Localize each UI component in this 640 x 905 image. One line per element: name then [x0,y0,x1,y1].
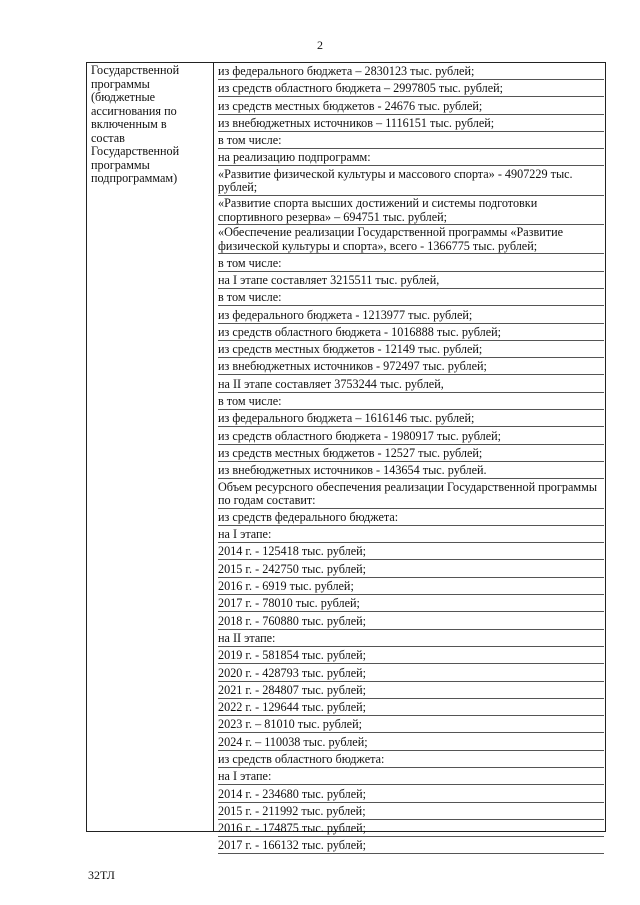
text-line: 2023 г. – 81010 тыс. рублей; [218,717,604,733]
text-line: из средств областного бюджета: [218,752,604,768]
text-line: из внебюджетных источников - 972497 тыс. рублей; [218,359,604,375]
text-line: в том числе: [218,290,604,306]
text-line: 2014 г. - 234680 тыс. рублей; [218,787,604,803]
column-divider [213,63,214,831]
text-line: на II этапе: [218,631,604,647]
text-line: 2021 г. - 284807 тыс. рублей; [218,683,604,699]
text-line: из средств местных бюджетов - 24676 тыс. рублей; [218,99,604,115]
text-line: «Развитие физической культуры и массового спорта» - 4907229 тыс. рублей; [218,168,604,196]
text-line: 2016 г. - 6919 тыс. рублей; [218,579,604,595]
text-line: 2015 г. - 242750 тыс. рублей; [218,562,604,578]
funding-details-cell [218,64,604,856]
text-line: на I этапе: [218,769,604,785]
text-line: из федерального бюджета – 2830123 тыс. рублей; [218,64,604,80]
text-line: 2018 г. - 760880 тыс. рублей; [218,614,604,630]
text-line: в том числе: [218,394,604,410]
page-number: 2 [317,38,323,52]
text-line: «Развитие спорта высших достижений и системы подготовки спортивного резерва» – 694751 тыс. рублей; [218,197,604,225]
text-line: в том числе: [218,256,604,272]
text-line: из федерального бюджета - 1213977 тыс. рублей; [218,308,604,324]
text-line: на II этапе составляет 3753244 тыс. рублей, [218,377,604,393]
text-line: 2022 г. - 129644 тыс. рублей; [218,700,604,716]
text-line: на I этапе: [218,527,604,543]
text-line: из внебюджетных источников - 143654 тыс. рублей. [218,463,604,479]
text-line: из внебюджетных источников – 1116151 тыс. рублей; [218,116,604,132]
text-line: на реализацию подпрограмм: [218,150,604,166]
text-line: из средств федерального бюджета: [218,510,604,526]
funding-table [86,62,606,853]
text-line: 2020 г. - 428793 тыс. рублей; [218,666,604,682]
text-line: «Обеспечение реализации Государственной программы «Развитие физической культуры и спорта», всего - 1366775 тыс. рублей; [218,226,604,254]
text-line: 2014 г. - 125418 тыс. рублей; [218,544,604,560]
footer-code: 32ТЛ [88,868,115,882]
text-line: 2015 г. - 211992 тыс. рублей; [218,804,604,820]
text-line: 2017 г. - 78010 тыс. рублей; [218,596,604,612]
text-line: из средств областного бюджета - 1980917 тыс. рублей; [218,429,604,445]
text-line: 2024 г. – 110038 тыс. рублей; [218,735,604,751]
text-line: Объем ресурсного обеспечения реализации Государственной программы по годам составит: [218,481,604,509]
text-line: из средств областного бюджета – 2997805 тыс. рублей; [218,81,604,97]
row-header-cell: Государственной программы (бюджетные ассигнования по включенным в состав Государственной программы подпрограммам) [91,63,180,185]
text-line: из средств областного бюджета - 1016888 тыс. рублей; [218,325,604,341]
text-line: 2016 г. - 174875 тыс. рублей; [218,821,604,837]
text-line: из средств местных бюджетов - 12149 тыс. рублей; [218,342,604,358]
text-line: 2017 г. - 166132 тыс. рублей; [218,838,604,854]
text-line: из федерального бюджета – 1616146 тыс. рублей; [218,411,604,427]
text-line: 2019 г. - 581854 тыс. рублей; [218,648,604,664]
text-line: из средств местных бюджетов - 12527 тыс. рублей; [218,446,604,462]
text-line: на I этапе составляет 3215511 тыс. рублей, [218,273,604,289]
text-line: в том числе: [218,133,604,149]
